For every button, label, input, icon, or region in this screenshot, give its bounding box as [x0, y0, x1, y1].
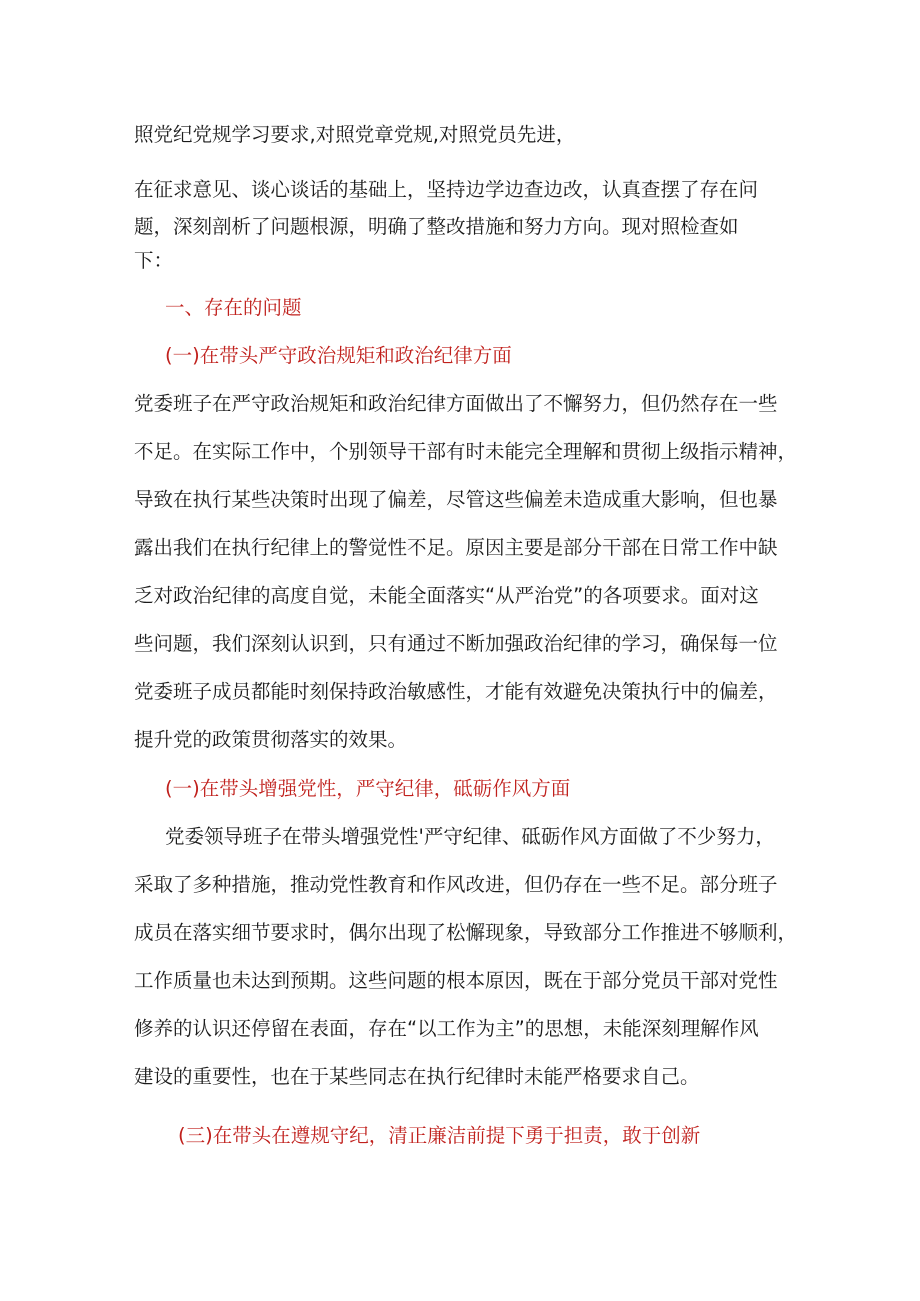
subsection-title: (一)在带头严守政治规矩和政治纪律方面 — [165, 344, 512, 367]
intro-paragraph-line: 下： — [134, 249, 174, 272]
paragraph-line: 党委班子成员都能时刻保持政治敏感性，才能有效避免决策执行中的偏差， — [134, 680, 778, 703]
paragraph-line: 露出我们在执行纪律上的警觉性不足。原因主要是部分干部在日常工作中缺 — [134, 536, 778, 559]
intro-line: 照党纪党规学习要求,对照党章党规,对照党员先进， — [134, 123, 576, 146]
section-title: 一、存在的问题 — [165, 296, 302, 319]
paragraph-line: 导致在执行某些决策时出现了偏差，尽管这些偏差未造成重大影响，但也暴 — [134, 488, 778, 511]
paragraph-line: 工作质量也未达到预期。这些问题的根本原因，既在于部分党员干部对党性 — [134, 969, 778, 992]
paragraph-line: 采取了多种措施，推动党性教育和作风改进，但仍存在一些不足。部分班子 — [134, 873, 778, 896]
paragraph-line: 修养的认识还停留在表面，存在“以工作为主”的思想，未能深刻理解作风 — [134, 1017, 759, 1040]
paragraph-line: 党委班子在严守政治规矩和政治纪律方面做出了不懈努力，但仍然存在一些 — [134, 392, 778, 415]
paragraph-line: 成员在落实细节要求时，偶尔出现了松懈现象，导致部分工作推进不够顺利， — [134, 921, 798, 944]
paragraph-line: 些问题，我们深刻认识到，只有通过不断加强政治纪律的学习，确保每一位 — [134, 632, 778, 655]
paragraph-line: 党委领导班子在带头增强党性'严守纪律、砥砺作风方面做了不少努力， — [165, 825, 775, 848]
intro-paragraph-line: 题，深刻剖析了问题根源，明确了整改措施和努力方向。现对照检查如 — [134, 215, 739, 238]
paragraph-line: 乏对政治纪律的高度自觉，未能全面落实“从严治党”的各项要求。面对这 — [134, 584, 759, 607]
subsection-title: (一)在带头增强党性，严守纪律，砥砺作风方面 — [165, 777, 571, 800]
subsection-title: (三)在带头在遵规守纪，清正廉洁前提下勇于担责，敢于创新 — [178, 1124, 701, 1147]
paragraph-line: 提升党的政策贯彻落实的效果。 — [134, 728, 408, 751]
paragraph-line: 建设的重要性，也在于某些同志在执行纪律时未能严格要求自己。 — [134, 1065, 700, 1088]
paragraph-line: 不足。在实际工作中，个别领导干部有时未能完全理解和贯彻上级指示精神， — [134, 440, 798, 463]
intro-paragraph-line: 在征求意见、谈心谈话的基础上，坚持边学边查边改，认真查摆了存在问 — [134, 178, 759, 201]
